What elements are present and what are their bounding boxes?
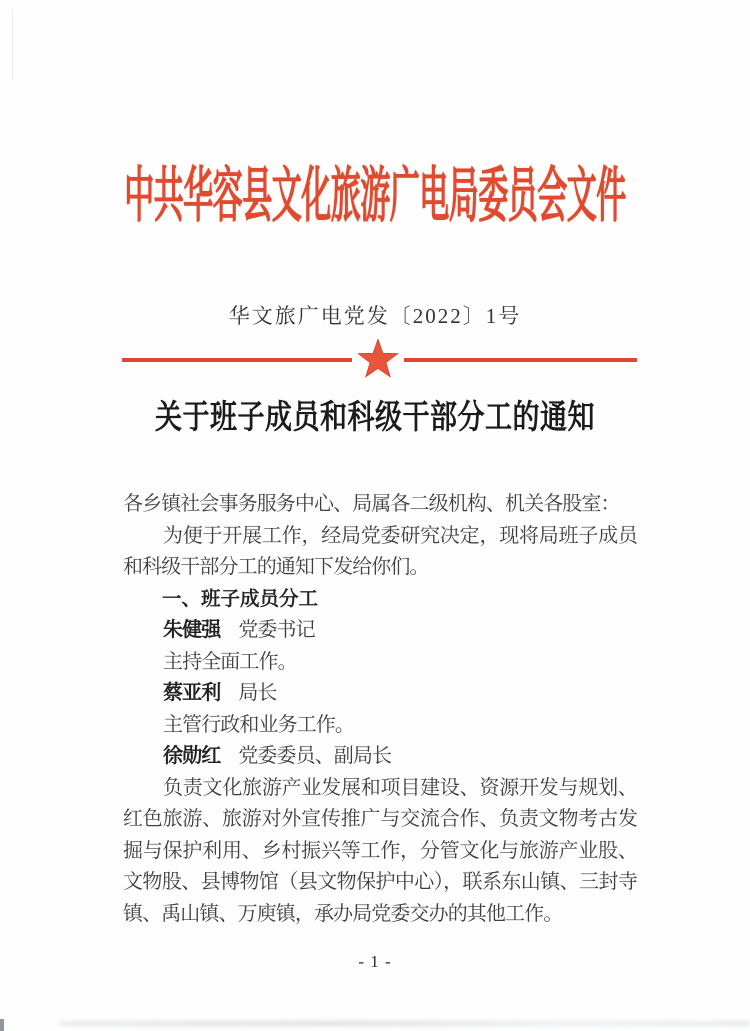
body-paragraph: 主持全面工作。 (163, 650, 297, 673)
body-paragraph: 负责文化旅游产业发展和项目建设、资源开发与规划、红色旅游、旅游对外宣传推广与交流合作、负责文物考古发掘与保护利用、乡村振兴等工作，分管文化与旅游产业股、文物股、县博物馆（县文物保护中心），联系东山镇、三封寺镇、禹山镇、万庾镇，承办局党委交办的其他工作。 (123, 776, 637, 925)
document-header-title: 中共华容县文化旅游广电局委员会文件 (124, 164, 626, 230)
member-position: 党委书记 (238, 619, 315, 641)
scan-artifact-bottom-shadow (60, 1021, 750, 1026)
member-position: 党委委员、副局长 (238, 745, 392, 767)
member-name-line (123, 678, 637, 710)
member-name: 徐勋红 (163, 745, 221, 767)
body-paragraph: 为便于开展工作，经局党委研究决定，现将局班子成员和科级干部分工的通知下发给你们。 (123, 524, 637, 578)
member-name: 蔡亚利 (163, 682, 221, 704)
scan-artifact-corner-mark (0, 1019, 4, 1031)
scan-artifact-edge-line (12, 10, 13, 80)
page-number: - 1 - (358, 952, 392, 971)
red-divider-line-left (122, 358, 352, 362)
member-name-line (123, 615, 637, 647)
member-position: 局长 (238, 682, 277, 704)
member-name: 朱健强 (163, 619, 221, 641)
document-title: 关于班子成员和科级干部分工的通知 (155, 398, 595, 436)
salutation-line: 各乡镇社会事务服务中心、局属各二级机构、机关各股室： (123, 493, 620, 515)
red-divider-line-right (404, 358, 637, 362)
document-body (123, 489, 637, 930)
document-number: 华文旅广电党发〔2022〕1号 (228, 304, 522, 328)
section-heading: 一、班子成员分工 (162, 587, 319, 610)
body-paragraph: 主管行政和业务工作。 (163, 713, 354, 736)
star-icon (356, 339, 400, 381)
member-name-line (123, 741, 637, 773)
